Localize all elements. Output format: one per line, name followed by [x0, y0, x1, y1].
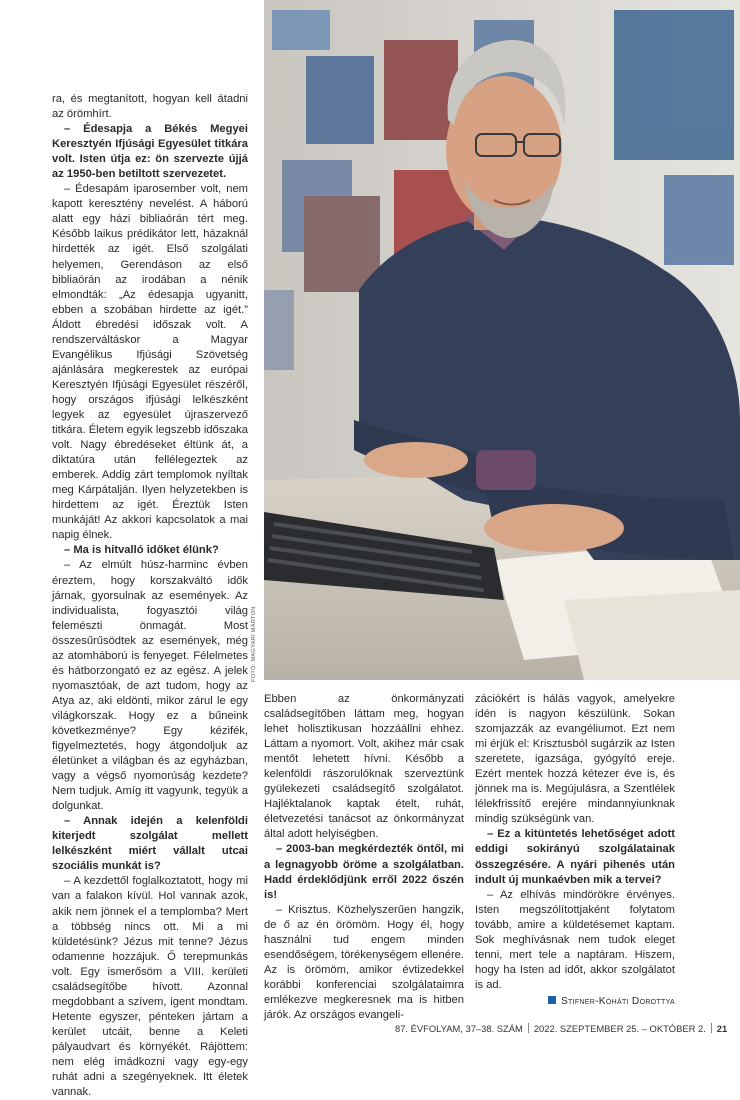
end-square-icon [548, 996, 556, 1004]
author-name: Stifner-Kóháti Dorottya [560, 995, 675, 1007]
paragraph: – Édesapám iparosember volt, nem kapott keresztény nevelést. A háború alatt egy házi bibliaórán tért meg. Később laikus prédikátor lett, házaknál hirdették az igét. Első szolgálati helyemen, Gerendáson az első bibliaórán az irodában a nénik elmondták: „Az édesapja ugyanitt, ebben a szobában hirdette az igét.” Áldott ébredési időszak volt. A rendszerváltáskor a Magyar Evangélikus Ifjúsági Szövetség ajánlására megkerestek az európai Keresztyén Ifjúsági Egyesület részéről, hogy országos ifjúsági lelkészként legyek az egyesület újraszervező titkára. Életem egyik legszebb időszaka volt. Nagy ébredéseket éltünk át, a diktatúra után fellélegeztek az emberek. Addig zárt templomok nyíltak meg Kárpátalján. Ilyen helyzetekben is hirdettem az igét. Éreztük Isten munkáját! Az akkori kapcsolatok a mai napig élnek. [52, 183, 248, 542]
interview-question: – Ma is hitvalló időket élünk? [64, 544, 219, 557]
interview-question: – Ez a kitüntetés lehetőséget adott eddigi sokirányú szolgálatainak összegzésére. A nyári pihenés után indult új munkaévben mik a tervei? [475, 828, 675, 886]
article-column-3 [475, 692, 675, 1009]
portrait-photo [264, 0, 740, 680]
article-column-3-body [475, 692, 675, 993]
article-column-2 [264, 692, 464, 1023]
paragraph: ra, és megtanított, hogyan kell átadni az örömhírt. [52, 93, 248, 121]
footer-divider [528, 1023, 529, 1033]
photo-credit-text: FOTÓ: MAGYARI MÁRTON [251, 606, 257, 682]
issue-date: 2022. SZEPTEMBER 25. – OKTÓBER 2. [533, 1023, 706, 1034]
article-column-1 [52, 92, 248, 1100]
footer-divider [711, 1023, 712, 1033]
author-signature [475, 994, 675, 1009]
paragraph: – Az elhívás mindörökre érvényes. Isten megszólítottjaként folytatom tovább, amire a küldetésemet kaptam. Sok meghívásnak nem tudok eleget tenni, mert tele a naptáram. Hiszem, hogy ha Isten ad időt, akkor szolgálatot is ad. [475, 888, 675, 991]
paragraph: – Krisztus. Közhelyszerűen hangzik, de ő az én örömöm. Hogy él, hogy használni tud engem minden esendőségem, törékenységem ellenére. Az is örömöm, amikor évtizedekkel korábbi konferenciai szolgálataimra emlékezve megkeresnek ma is hitben járók. Az országos evangeli- [264, 903, 464, 1021]
page-footer [395, 1023, 728, 1034]
interview-question: – Annak idején a kelenföldi kiterjedt szolgálat mellett lelkészként miért vállalt utcai szociális munkát is? [52, 815, 248, 873]
page-number: 21 [716, 1023, 728, 1034]
portrait-illustration [264, 0, 740, 680]
interview-question: – 2003-ban megkérdezték öntől, mi a legnagyobb öröme a szolgálatban. Hadd érdeklődjünk erről 2022 őszén is! [264, 843, 464, 901]
photo-credit [251, 606, 263, 682]
paragraph: zációkért is hálás vagyok, amelyekre idén is nagyon készülünk. Sokan szomjazzák az evangéliumot. Ezt nem mi érjük el: Krisztusból sugárzik az Isten szeretete, igazsága, gyógyító ereje. Ezért mentek hozzá kétezer éve is, és jönnek ma is. Megújulásra, a Szentlélek lélekfrissítő erejére mindannyiunknak mindig szükségünk van. [475, 693, 675, 826]
paragraph: Ebben az önkormányzati családsegítőben láttam meg, hogyan lehet holisztikusan hozzáállni ehhez. Láttam a nyomort. Volt, akihez már csak mentőt lehetett hívni. Később a kelenföldi rászorulóknak szerveztünk gyülekezeti családsegítő szolgálatot. Hajléktalanok kaptak ételt, ruhát, életvezetési tanácsot az önkormányzat által adott helyiségben. [264, 693, 464, 841]
paragraph: – Az elmúlt húsz-harminc évben éreztem, hogy korszakváltó idők járnak, gyorsulnak az események. Az individualista, fogyasztói világ felemészti önmagát. Most összesűrűsödtek az események, még az atomháború is fenyeget. Félelmetes és hátborzongató ez az egész. A jelek nyomasztóak, de azt tudom, hogy az Atya az, aki eldönti, mikor zárul le egy világkorszak. Hogy ez a bűneink következménye? Egy kézifék, figyelmeztetés, hogy átgondoljuk az életünket a világban és az egyházban, vagy a végső nyomorúság kezdete? Nem tudjuk. Amíg itt vagyunk, tegyük a dolgunkat. [52, 559, 248, 813]
paragraph: – A kezdettől foglalkoztatott, hogy mi van a falakon kívül. Hol vannak azok, akik nem jönnek el a templomba? Mert a többség nincs ott. Mi a mi küldetésünk? Jézus mit tenne? Jézus odamenne hozzájuk. Ő terepmunkás volt. Egy ismerősöm a VIII. kerületi családsegítőbe hívott. Azonnal megdobbant a szívem, igent mondtam. Hetente egyszer, pénteken jártam a kerület utcáit, benne a Keleti pályaudvart és környékét. Rájöttem: nem elég imádkozni vagy egy-egy ruhát adni a szegényeknek. Itt életek vannak. [52, 875, 248, 1099]
interview-question: – Édesapja a Békés Megyei Keresztyén Ifjúsági Egyesület titkára volt. Isten útja ez: ön szervezte újjá az 1950-ben betiltott szervezetet. [52, 123, 248, 181]
issue-volume: 87. ÉVFOLYAM, 37–38. SZÁM [395, 1023, 523, 1034]
